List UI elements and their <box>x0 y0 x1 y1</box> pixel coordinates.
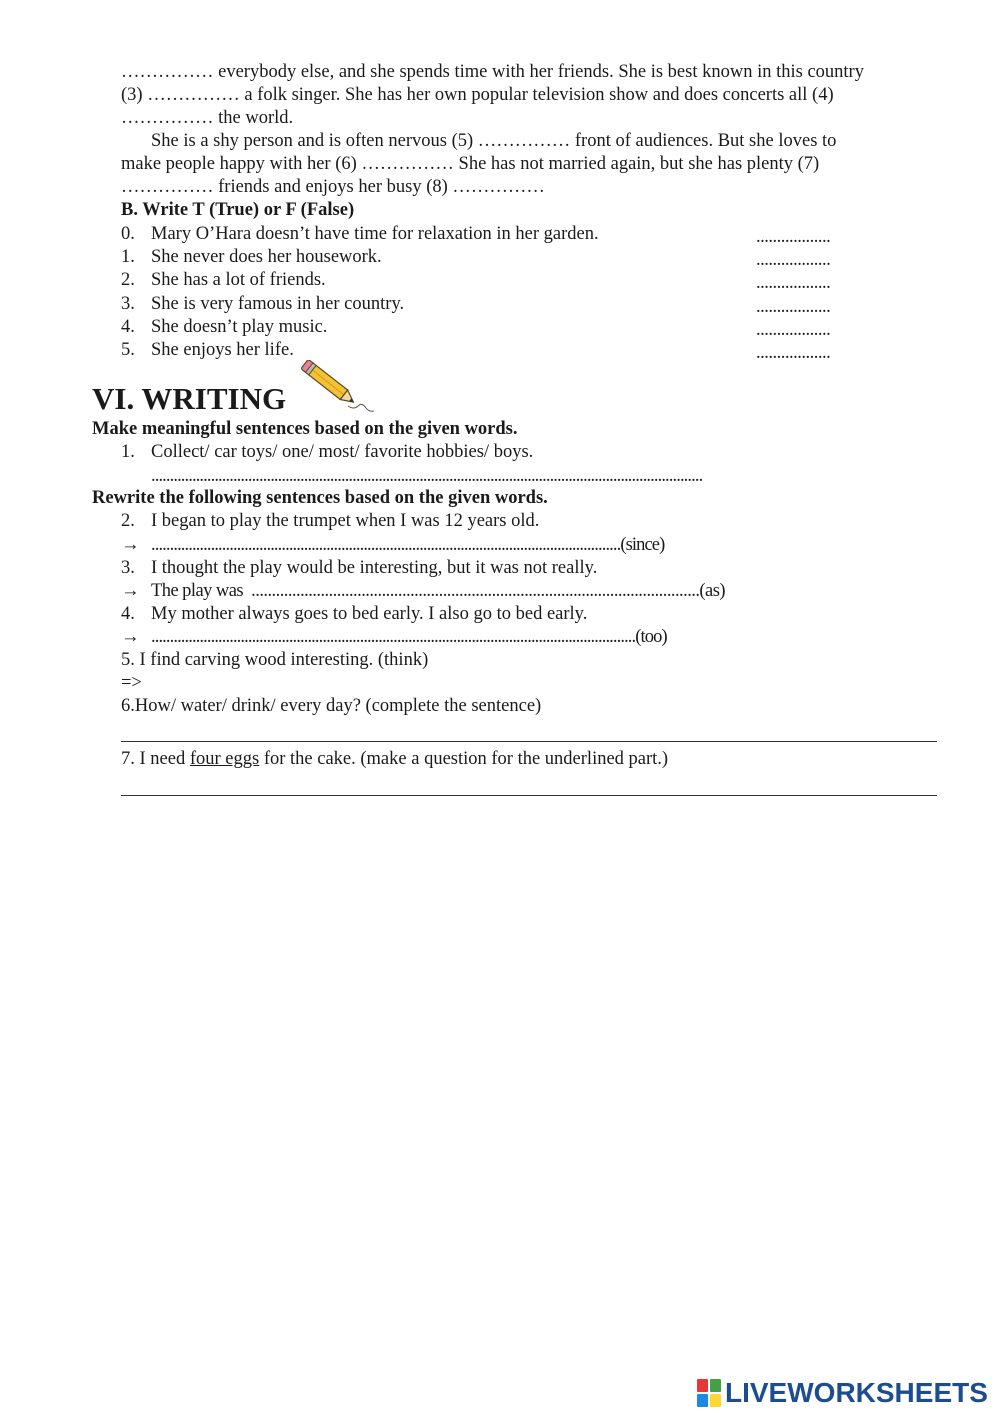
question-6-text: 6.How/ water/ drink/ every day? (complete the sentence) <box>121 696 542 716</box>
answer-line-2[interactable]: ..............................................................................................................................(since) <box>151 535 665 555</box>
question-number: 4. <box>121 604 135 624</box>
question-7-text <box>121 748 668 771</box>
tf-answer-blank[interactable]: .................. <box>756 297 831 317</box>
tf-item-text: She doesn’t play music. <box>151 317 328 337</box>
tf-item-number: 3. <box>121 294 135 314</box>
question-number: 2. <box>121 511 135 531</box>
tf-item-number: 0. <box>121 224 135 244</box>
answer-line-6[interactable] <box>121 741 937 742</box>
logo-mark-icon <box>697 1379 721 1407</box>
tf-answer-blank[interactable]: .................. <box>756 227 831 247</box>
tf-item-text: She enjoys her life. <box>151 340 294 360</box>
writing-instruction-2: Rewrite the following sentences based on the given words. <box>92 488 548 508</box>
tf-item-text: She has a lot of friends. <box>151 270 326 290</box>
passage-line-6: …………… friends and enjoys her busy (8) …………… <box>121 177 545 197</box>
passage-line-5: make people happy with her (6) …………… She has not married again, but she has plenty (7) <box>121 154 820 174</box>
writing-heading: VI. WRITING <box>92 381 287 416</box>
tf-answer-blank[interactable]: .................. <box>756 320 831 340</box>
tf-item-number: 1. <box>121 247 135 267</box>
question-1-text: Collect/ car toys/ one/ most/ favorite hobbies/ boys. <box>151 442 534 462</box>
arrow-icon: → <box>121 627 140 647</box>
passage-line-4: She is a shy person and is often nervous (5) …………… front of audiences. But she loves to <box>151 131 837 151</box>
tf-answer-blank[interactable]: .................. <box>756 250 831 270</box>
question-7-prefix: 7. I need <box>121 749 190 769</box>
answer-line-3[interactable]: The play was ..............................................................................................................(as) <box>151 581 725 601</box>
tf-item-text: She never does her housework. <box>151 247 382 267</box>
pencil-icon <box>296 360 378 416</box>
tf-answer-blank[interactable]: .................. <box>756 343 831 363</box>
answer-line-4[interactable]: ..................................................................................................................................(too) <box>151 627 667 647</box>
question-number: 1. <box>121 442 135 462</box>
question-7-suffix: for the cake. (make a question for the underlined part.) <box>259 749 669 769</box>
tf-item-number: 5. <box>121 340 135 360</box>
question-2-text: I began to play the trumpet when I was 12 years old. <box>151 511 540 531</box>
underlined-part: four eggs <box>189 749 260 769</box>
passage-line-1: …………… everybody else, and she spends time with her friends. She is best known in this country <box>121 62 864 82</box>
passage-line-2: (3) …………… a folk singer. She has her own popular television show and does concerts all (4) <box>121 85 834 105</box>
tf-answer-blank[interactable]: .................. <box>756 273 831 293</box>
writing-instruction-1: Make meaningful sentences based on the given words. <box>92 419 518 439</box>
arrow-icon: → <box>121 581 140 601</box>
arrow-icon: => <box>121 673 142 693</box>
liveworksheets-logo <box>697 1375 988 1411</box>
tf-item-text: Mary O’Hara doesn’t have time for relaxation in her garden. <box>151 224 599 244</box>
answer-line-7[interactable] <box>121 795 937 796</box>
passage-line-3: …………… the world. <box>121 108 294 128</box>
arrow-icon: → <box>121 535 140 555</box>
logo-text: LIVEWORKSHEETS <box>725 1377 988 1408</box>
tf-item-text: She is very famous in her country. <box>151 294 405 314</box>
question-3-text: I thought the play would be interesting, but it was not really. <box>151 558 598 578</box>
question-5-text: 5. I find carving wood interesting. (think) <box>121 650 429 670</box>
question-number: 3. <box>121 558 135 578</box>
question-4-text: My mother always goes to bed early. I also go to bed early. <box>151 604 588 624</box>
answer-line-1[interactable]: .................................................................................................................................................... <box>151 466 703 486</box>
section-b-title: B. Write T (True) or F (False) <box>121 200 355 220</box>
tf-item-number: 4. <box>121 317 135 337</box>
tf-item-number: 2. <box>121 270 135 290</box>
